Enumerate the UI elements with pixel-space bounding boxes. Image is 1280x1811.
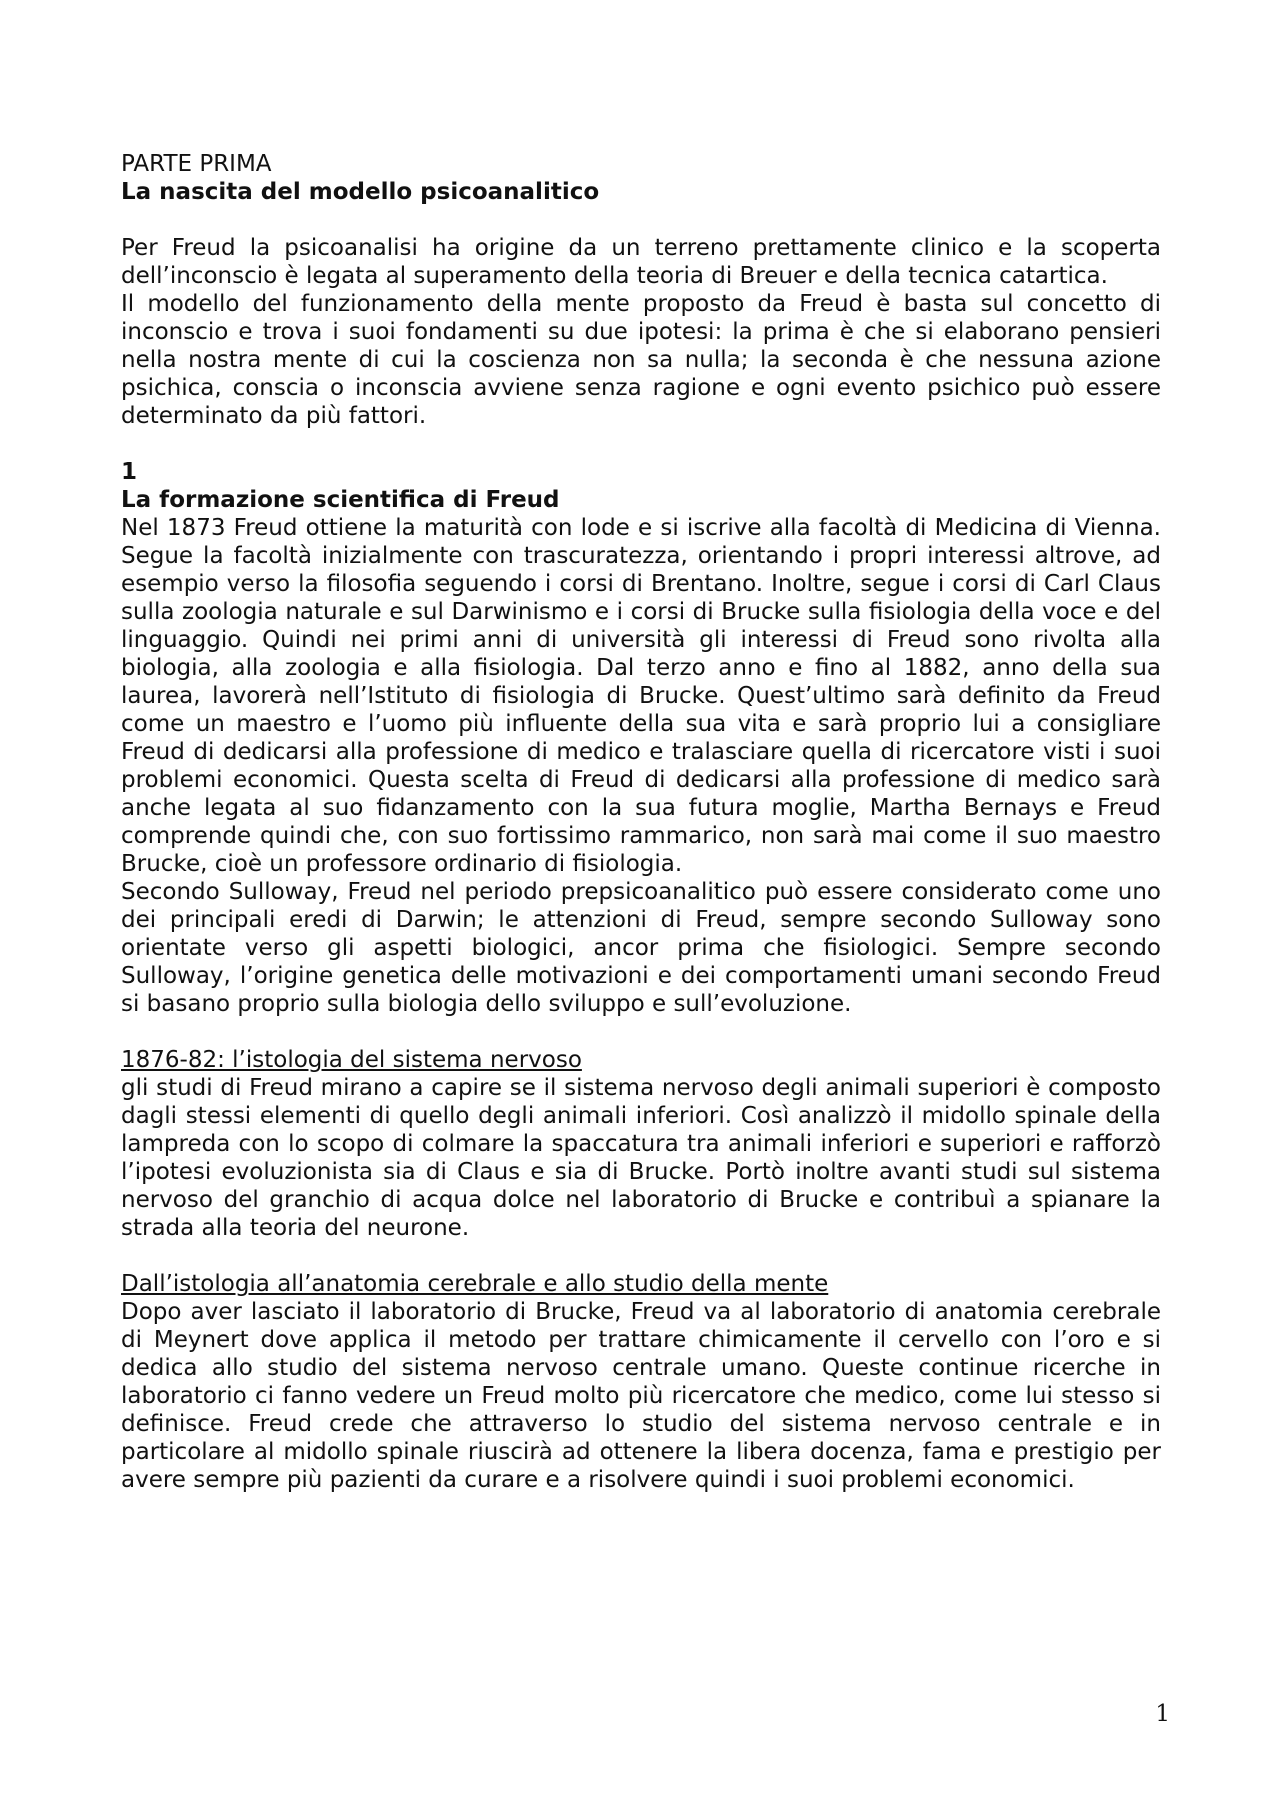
chapter-number: 1 — [121, 459, 138, 485]
section-heading-istologia-text: 1876-82: l’istologia del sistema nervoso — [121, 1047, 582, 1073]
section-heading-anatomia-text: Dall’istologia all’anatomia cerebrale e allo studio della mente — [121, 1271, 829, 1297]
part-title: La nascita del modello psicoanalitico — [121, 179, 600, 205]
section-body-anatomia: Dopo aver lasciato il laboratorio di Brucke, Freud va al laboratorio di anatomia cerebrale di Meynert dove applica il metodo per trattare chimicamente il cervello con l’oro e si dedica allo studio del sistema nervoso centrale umano. Queste continue ricerche in laboratorio ci fanno vedere un Freud molto più ricercatore che medico, come lui stesso si definisce. Freud crede che attraverso lo studio del sistema nervoso centrale e in particolare al midollo spinale riuscirà ad ottenere la libera docenza, fama e prestigio per avere sempre più pazienti da curare e a risolvere quindi i suoi problemi economici. — [121, 1299, 1161, 1493]
chapter-title: La formazione scientifica di Freud — [121, 487, 560, 513]
spacer — [121, 1242, 1161, 1270]
intro-paragraph-1: Per Freud la psicoanalisi ha origine da un terreno prettamente clinico e la scoperta dell’inconscio è legata al superamento della teoria di Breuer e della tecnica catartica. — [121, 235, 1161, 289]
spacer — [121, 1018, 1161, 1046]
section-body-istologia: gli studi di Freud mirano a capire se il sistema nervoso degli animali superiori è composto dagli stessi elementi di quello degli animali inferiori. Così analizzò il midollo spinale della lampreda con lo scopo di colmare la spaccatura tra animali inferiori e superiori e rafforzò l’ipotesi evoluzionista sia di Claus e sia di Brucke. Portò inoltre avanti studi sul sistema nervoso del granchio di acqua dolce nel laboratorio di Brucke e contribuì a spianare la strada alla teoria del neurone. — [121, 1075, 1161, 1241]
part-label: PARTE PRIMA — [121, 151, 272, 177]
page-number: 1 — [1155, 1701, 1170, 1727]
chapter-paragraph-2: Secondo Sulloway, Freud nel periodo prepsicoanalitico può essere considerato come uno dei principali eredi di Darwin; le attenzioni di Freud, sempre secondo Sulloway sono orientate verso gli aspetti biologici, ancor prima che fisiologici. Sempre secondo Sulloway, l’origine genetica delle motivazioni e dei comportamenti umani secondo Freud si basano proprio sulla biologia dello sviluppo e sull’evoluzione. — [121, 879, 1161, 1017]
chapter-paragraph-1: Nel 1873 Freud ottiene la maturità con lode e si iscrive alla facoltà di Medicina di Vienna. Segue la facoltà inizialmente con trascuratezza, orientando i propri interessi altrove, ad esempio verso la filosofia seguendo i corsi di Brentano. Inoltre, segue i corsi di Carl Claus sulla zoologia naturale e sul Darwinismo e i corsi di Brucke sulla fisiologia della voce e del linguaggio. Quindi nei primi anni di università gli interessi di Freud sono rivolta alla biologia, alla zoologia e alla fisiologia. Dal terzo anno e fino al 1882, anno della sua laurea, lavorerà nell’Istituto di fisiologia di Brucke. Quest’ultimo sarà definito da Freud come un maestro e l’uomo più influente della sua vita e sarà proprio lui a consigliare Freud di dedicarsi alla professione di medico e tralasciare quella di ricercatore visti i suoi problemi economici. Questa scelta di Freud di dedicarsi alla professione di medico sarà anche legata al suo fidanzamento con la sua futura moglie, Martha Bernays e Freud comprende quindi che, con suo fortissimo rammarico, non sarà mai come il suo maestro Brucke, cioè un professore ordinario di fisiologia. — [121, 515, 1161, 877]
page-content — [121, 150, 1161, 1494]
section-heading-anatomia — [121, 1270, 1161, 1298]
section-heading-istologia — [121, 1046, 1161, 1074]
spacer — [121, 206, 1161, 234]
intro-paragraph-2: Il modello del funzionamento della mente proposto da Freud è basta sul concetto di inconscio e trova i suoi fondamenti su due ipotesi: la prima è che si elaborano pensieri nella nostra mente di cui la coscienza non sa nulla; la seconda è che nessuna azione psichica, conscia o inconscia avviene senza ragione e ogni evento psichico può essere determinato da più fattori. — [121, 291, 1161, 429]
spacer — [121, 430, 1161, 458]
